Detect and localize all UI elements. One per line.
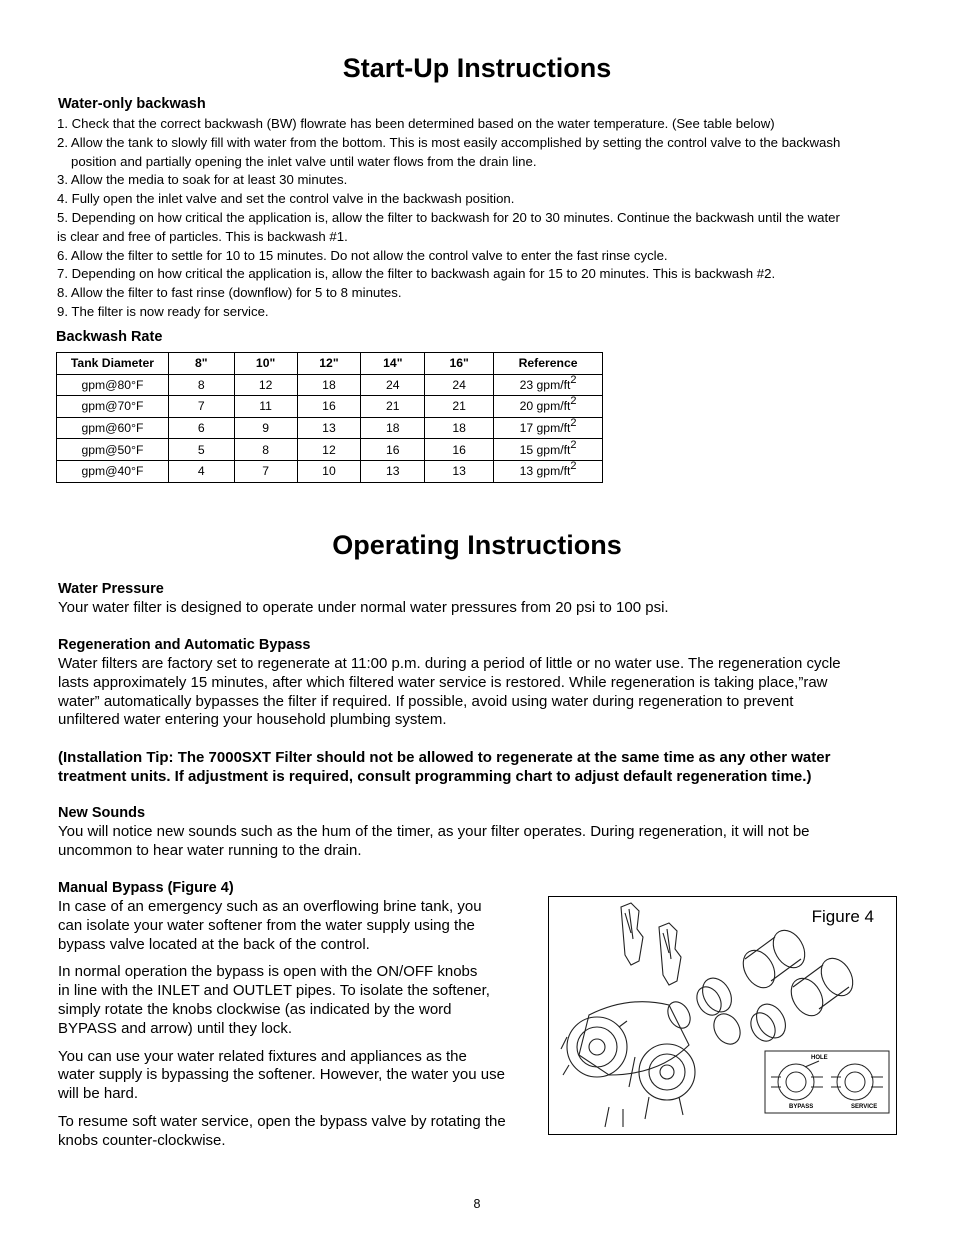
step-9: 9. The filter is now ready for service. [57, 303, 269, 319]
bypass-valve-illustration [549, 897, 896, 1134]
startup-title: Start-Up Instructions [342, 53, 612, 83]
new-sounds-heading: New Sounds [58, 805, 146, 821]
table-cell: 8 [168, 374, 234, 396]
row-label: gpm@40°F [57, 460, 169, 482]
table-row [57, 396, 603, 418]
startup-steps [57, 115, 840, 322]
step-3: 3. Allow the media to soak for at least 30 minutes. [57, 172, 348, 188]
bypass-line: To resume soft water service, open the bypass valve by rotating the [58, 1112, 506, 1130]
step-5-cont: is clear and free of particles. This is backwash #1. [57, 228, 348, 244]
bypass-p1 [58, 898, 538, 954]
reference-exponent: 2 [570, 417, 577, 430]
bypass-line: In normal operation the bypass is open with the ON/OFF knobs [58, 963, 478, 981]
new-sounds-paragraph [58, 823, 810, 861]
reference-cell [494, 417, 603, 439]
row-label: gpm@60°F [57, 417, 169, 439]
table-cell: 7 [234, 460, 297, 482]
table-cell: 12 [234, 374, 297, 396]
row-label: gpm@80°F [57, 374, 169, 396]
table-cell: 16 [361, 439, 425, 461]
reference-value: 15 gpm/ft [519, 442, 571, 457]
bypass-line: bypass valve located at the back of the control. [58, 935, 370, 953]
figure-4-box [548, 896, 897, 1135]
tip-line: treatment units. If adjustment is required, consult programming chart to adjust default regeneration time.) [58, 767, 812, 785]
tip-line: (Installation Tip: The 7000SXT Filter should not be allowed to regenerate at the same time as any other water [58, 749, 831, 766]
bypass-line: water supply is bypassing the softener. However, the water you use [58, 1066, 505, 1084]
manual-bypass-heading: Manual Bypass (Figure 4) [58, 880, 234, 896]
col-header: 16" [425, 353, 494, 375]
regen-line: unfiltered water entering your household plumbing system. [58, 711, 447, 729]
step-1: 1. Check that the correct backwash (BW) flowrate has been determined based on the water temperature. (See table below) [57, 116, 775, 131]
table-row [57, 374, 603, 396]
inset-service-label: SERVICE [851, 1104, 878, 1110]
step-7: 7. Depending on how critical the application is, allow the filter to backwash again for 15 to 20 minutes. This is backwash #2. [57, 266, 776, 282]
manual-bypass-text [58, 898, 538, 1151]
table-row [57, 417, 603, 439]
table-cell: 6 [168, 417, 234, 439]
col-header: 10" [234, 353, 297, 375]
table-header-row [57, 353, 603, 375]
installation-tip [58, 749, 830, 787]
regen-line: lasts approximately 15 minutes, after which filtered water service is restored. While regeneration is taking place,”raw [58, 673, 828, 691]
col-header: 14" [361, 353, 425, 375]
bypass-line: BYPASS and arrow) until they lock. [58, 1019, 292, 1037]
col-header: 8" [168, 353, 234, 375]
col-header: Tank Diameter [57, 353, 169, 375]
table-cell: 21 [425, 396, 494, 418]
bypass-p3 [58, 1048, 538, 1104]
table-cell: 21 [361, 396, 425, 418]
step-4: 4. Fully open the inlet valve and set the control valve in the backwash position. [57, 191, 515, 207]
table-cell: 4 [168, 460, 234, 482]
reference-cell [494, 396, 603, 418]
bypass-p2 [58, 963, 538, 1038]
figure-4-label: Figure 4 [811, 907, 874, 926]
table-cell: 13 [425, 460, 494, 482]
regen-paragraph [58, 655, 841, 730]
new-sounds-line: uncommon to hear water running to the drain. [58, 841, 362, 859]
reference-cell [494, 460, 603, 482]
table-row [57, 439, 603, 461]
step-5: 5. Depending on how critical the application is, allow the filter to backwash for 20 to 30 minutes. Continue the backwash until the water [57, 209, 840, 225]
table-cell: 24 [361, 374, 425, 396]
reference-exponent: 2 [570, 373, 577, 386]
table-cell: 24 [425, 374, 494, 396]
water-pressure-text: Your water filter is designed to operate under normal water pressures from 20 psi to 100 psi. [58, 599, 669, 616]
table-cell: 10 [297, 460, 361, 482]
bypass-line: will be hard. [58, 1085, 139, 1103]
table-cell: 16 [425, 439, 494, 461]
row-label: gpm@50°F [57, 439, 169, 461]
regen-heading: Regeneration and Automatic Bypass [58, 637, 311, 653]
reference-exponent: 2 [570, 395, 577, 408]
inset-hole-label: HOLE [811, 1055, 828, 1061]
water-only-backwash-heading: Water-only backwash [58, 96, 206, 112]
table-cell: 13 [297, 417, 361, 439]
reference-value: 23 gpm/ft [519, 377, 571, 392]
bypass-line: in line with the INLET and OUTLET pipes. To isolate the softener, [58, 982, 490, 1000]
step-2: 2. Allow the tank to slowly fill with water from the bottom. This is most easily accomplished by setting the control valve to the backwash [57, 134, 841, 150]
bypass-line: can isolate your water softener from the water supply using the [58, 916, 475, 934]
table-row [57, 460, 603, 482]
water-pressure-heading: Water Pressure [58, 581, 164, 597]
bypass-line: knobs counter-clockwise. [58, 1131, 226, 1149]
col-header: 12" [297, 353, 361, 375]
table-cell: 18 [425, 417, 494, 439]
table-cell: 9 [234, 417, 297, 439]
bypass-p4 [58, 1113, 538, 1151]
table-cell: 13 [361, 460, 425, 482]
step-2-cont: position and partially opening the inlet valve until water flows from the drain line. [71, 153, 537, 169]
col-header: Reference [494, 353, 603, 375]
table-cell: 16 [297, 396, 361, 418]
table-cell: 18 [297, 374, 361, 396]
bypass-line: You can use your water related fixtures and appliances as the [58, 1047, 467, 1065]
table-cell: 5 [168, 439, 234, 461]
inset-bypass-label: BYPASS [789, 1104, 814, 1110]
new-sounds-line: You will notice new sounds such as the hum of the timer, as your filter operates. During regeneration, it will not be [58, 823, 810, 840]
page-number: 8 [473, 1197, 481, 1211]
table-cell: 18 [361, 417, 425, 439]
regen-line: water” automatically bypasses the filter if required. If possible, avoid using water during regeneration to prevent [58, 692, 794, 710]
reference-cell [494, 439, 603, 461]
reference-value: 20 gpm/ft [519, 399, 571, 414]
reference-exponent: 2 [570, 438, 577, 451]
step-6: 6. Allow the filter to settle for 10 to 15 minutes. Do not allow the control valve to enter the fast rinse cycle. [57, 247, 668, 263]
reference-value: 13 gpm/ft [519, 464, 571, 479]
bypass-line: simply rotate the knobs clockwise (as indicated by the word [58, 1000, 452, 1018]
reference-cell [494, 374, 603, 396]
table-cell: 11 [234, 396, 297, 418]
regen-line: Water filters are factory set to regenerate at 11:00 p.m. during a period of little or no water use. The regeneration cycle [58, 655, 841, 672]
table-cell: 7 [168, 396, 234, 418]
table-cell: 12 [297, 439, 361, 461]
backwash-rate-table [56, 352, 603, 483]
bypass-line: In case of an emergency such as an overflowing brine tank, you [58, 898, 482, 915]
step-8: 8. Allow the filter to fast rinse (downflow) for 5 to 8 minutes. [57, 285, 402, 301]
reference-value: 17 gpm/ft [519, 421, 571, 436]
backwash-rate-heading: Backwash Rate [56, 329, 163, 345]
reference-exponent: 2 [570, 460, 577, 473]
table-cell: 8 [234, 439, 297, 461]
operating-title: Operating Instructions [332, 530, 622, 560]
row-label: gpm@70°F [57, 396, 169, 418]
